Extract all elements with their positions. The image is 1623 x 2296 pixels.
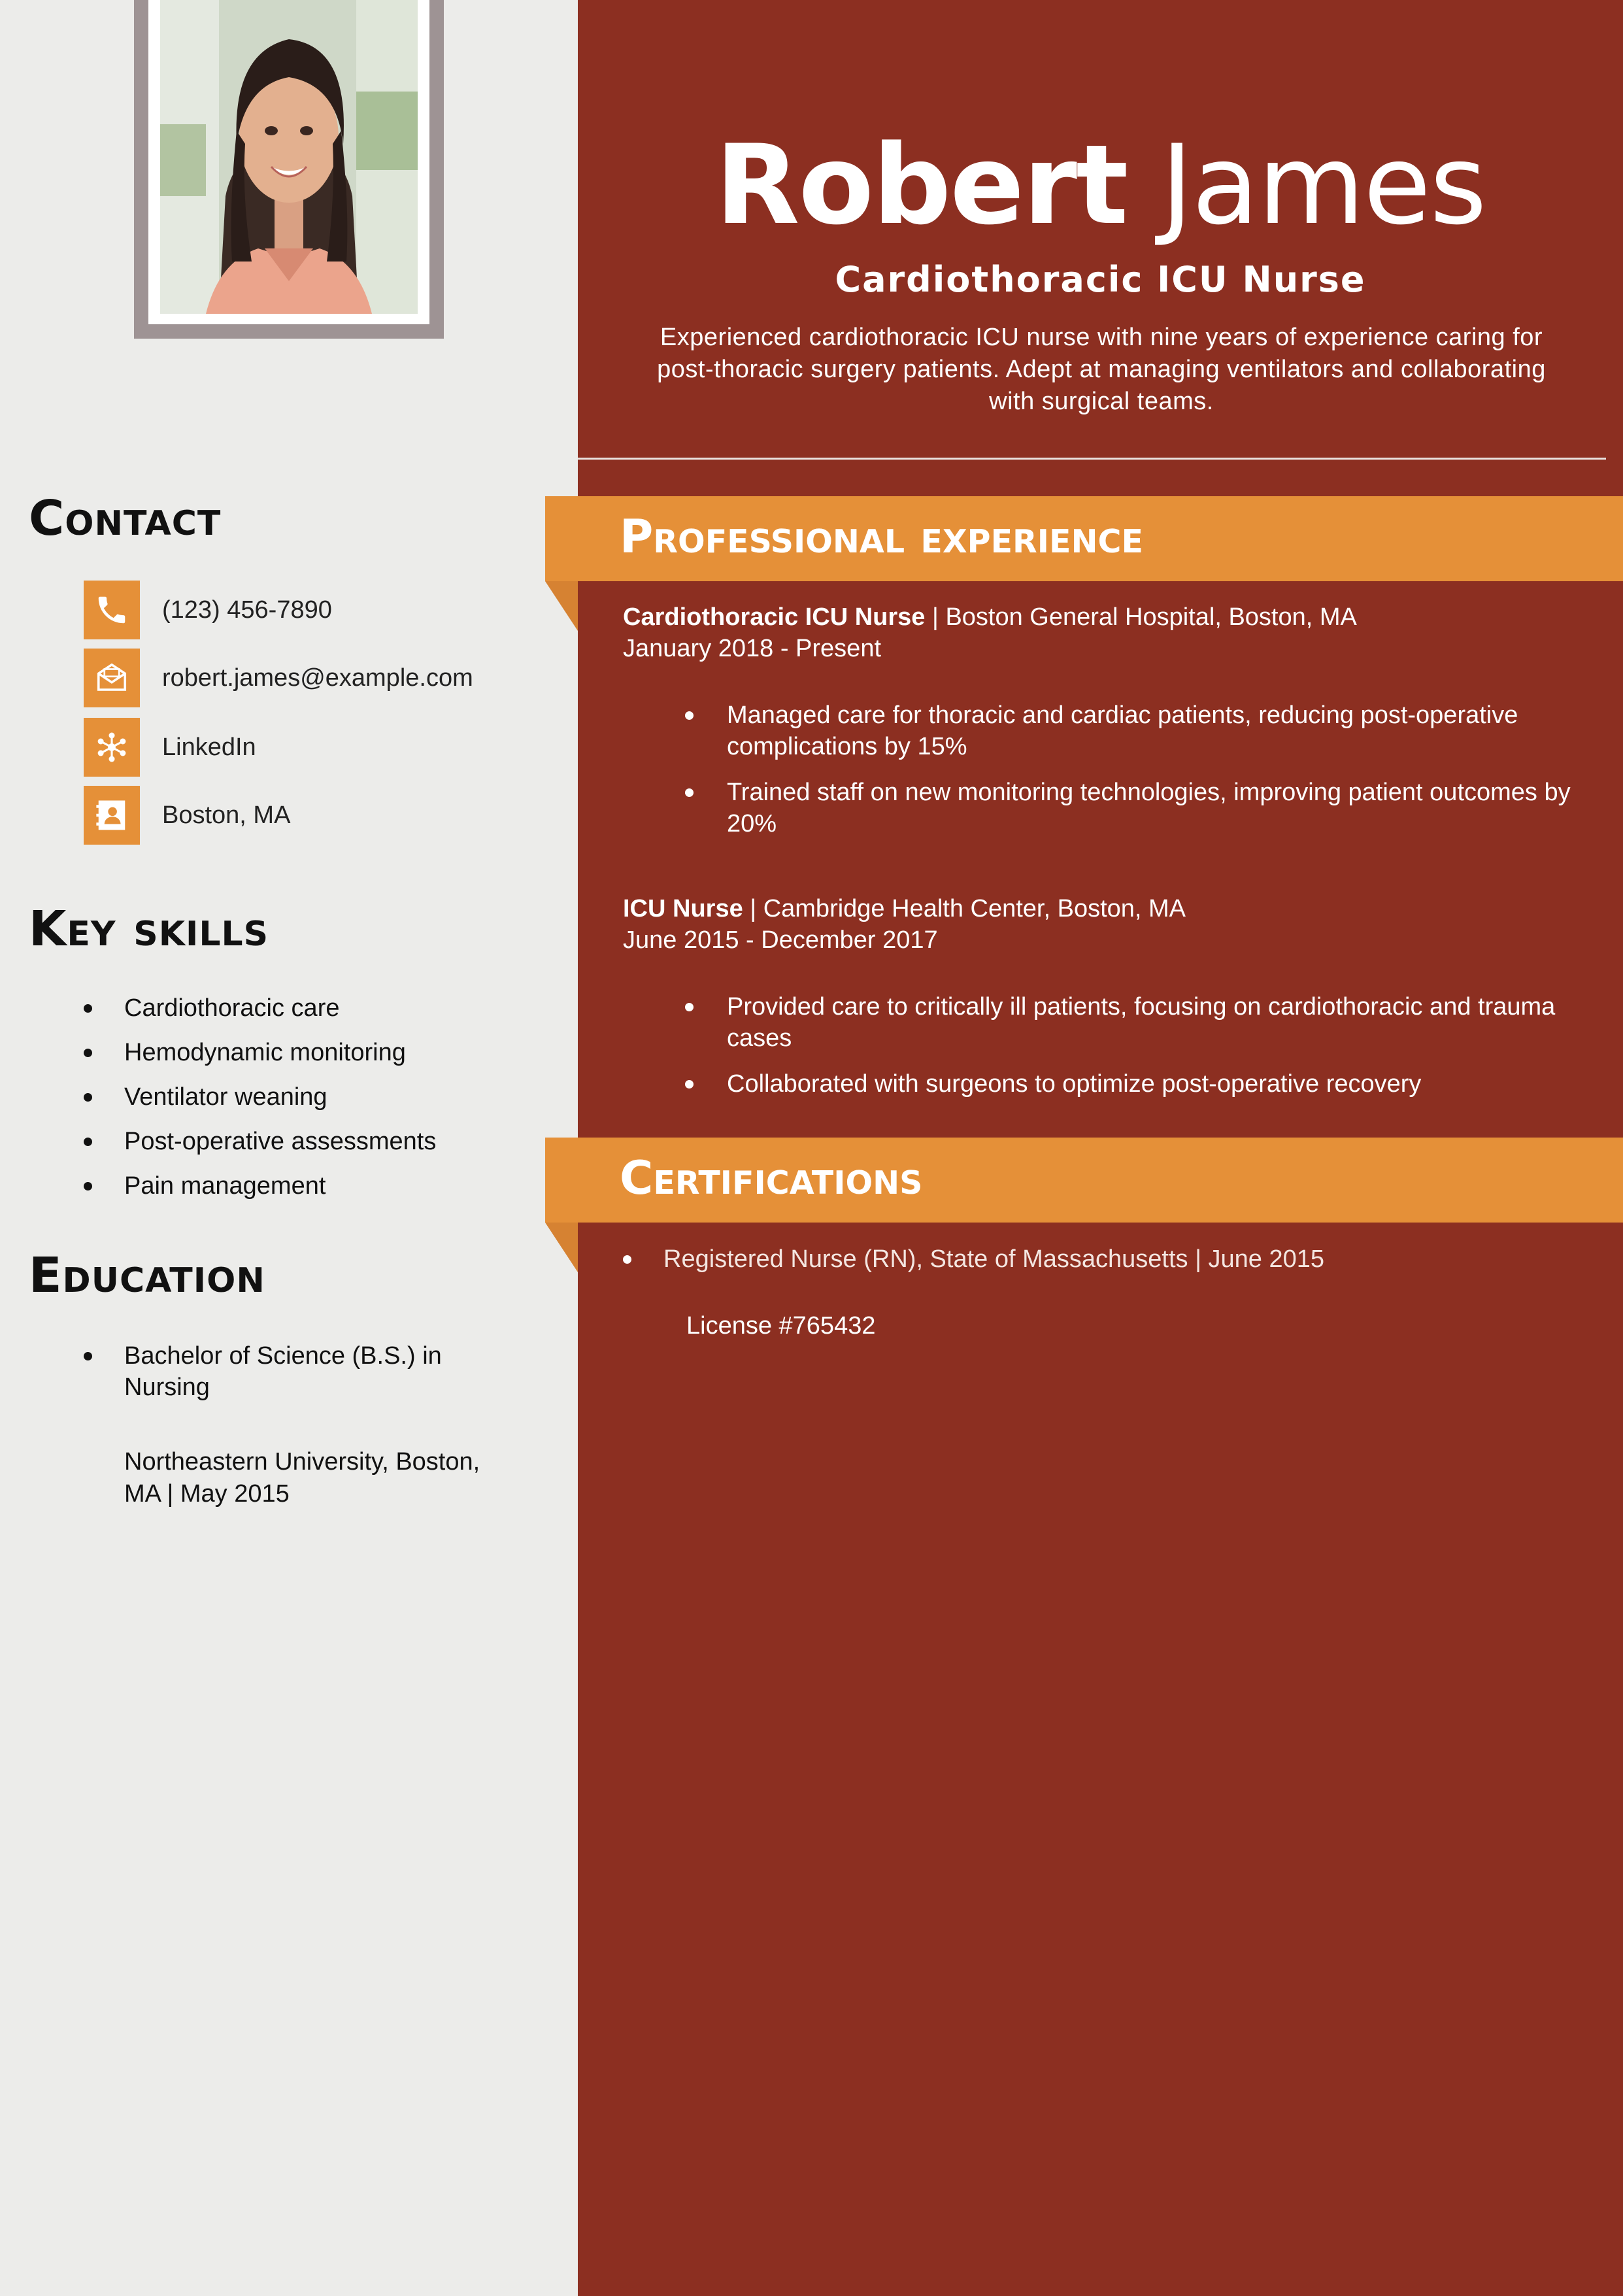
skill-item: Post-operative assessments <box>84 1126 541 1157</box>
education-degree: Bachelor of Science (B.S.) in Nursing <box>84 1340 502 1403</box>
job-1-bullets <box>685 700 1600 854</box>
summary: Experienced cardiothoracic ICU nurse with nine years of experience caring for post-thoracic surgery patients. Adept at managing ventilators and collaborating with surgical teams. <box>657 324 1546 415</box>
skills-heading: Key skills <box>29 901 269 957</box>
experience-banner-fold <box>545 581 578 631</box>
contact-email-text[interactable]: robert.james@example.com <box>162 664 473 692</box>
candidate-name <box>578 121 1623 249</box>
certification-item: Registered Nurse (RN), State of Massachusetts | June 2015 <box>623 1243 1324 1275</box>
profile-photo-frame <box>134 0 444 339</box>
email-icon <box>84 649 140 707</box>
certifications-heading: Certifications <box>620 1151 923 1205</box>
job-bullet: Provided care to critically ill patients, focusing on cardiothoracic and trauma cases <box>685 991 1600 1054</box>
education-list <box>84 1340 502 1403</box>
education-school: Northeastern University, Boston, MA | May 2015 <box>124 1448 480 1508</box>
job-2-title: ICU Nurse <box>623 895 743 922</box>
job-1-title: Cardiothoracic ICU Nurse <box>623 603 926 631</box>
profile-photo <box>160 0 418 314</box>
job-bullet: Managed care for thoracic and cardiac patients, reducing post-operative complications by 15% <box>685 700 1600 762</box>
contact-address-text: Boston, MA <box>162 801 291 829</box>
header-divider <box>578 458 1606 460</box>
portrait-image <box>160 0 418 314</box>
contact-phone-text[interactable]: (123) 456-7890 <box>162 596 332 624</box>
experience-heading: Professional experience <box>620 510 1143 564</box>
last-name: James <box>1160 121 1486 249</box>
phone-icon <box>84 581 140 639</box>
first-name: Robert <box>715 121 1128 249</box>
contact-address <box>84 786 290 845</box>
job-1-dates: January 2018 - Present <box>623 635 882 662</box>
network-icon <box>84 718 140 777</box>
job-2-bullets <box>685 991 1600 1114</box>
contact-heading: Contact <box>29 490 222 547</box>
job-title: Cardiothoracic ICU Nurse <box>835 259 1366 300</box>
job-bullet: Collaborated with surgeons to optimize post-operative recovery <box>685 1068 1600 1100</box>
contact-email <box>84 649 473 707</box>
job-2-dates: June 2015 - December 2017 <box>623 926 938 954</box>
contact-phone <box>84 581 332 639</box>
skill-item: Ventilator weaning <box>84 1081 541 1113</box>
address-card-icon <box>84 786 140 845</box>
education-heading: Education <box>29 1247 265 1304</box>
job-bullet: Trained staff on new monitoring technologies, improving patient outcomes by 20% <box>685 777 1600 839</box>
job-1-employer: | Boston General Hospital, Boston, MA <box>925 603 1357 631</box>
job-2-employer: | Cambridge Health Center, Boston, MA <box>743 895 1186 922</box>
job-2-header <box>623 893 1186 924</box>
contact-linkedin <box>84 718 256 777</box>
skills-list <box>84 992 541 1202</box>
skill-item: Pain management <box>84 1170 541 1202</box>
job-1-header <box>623 601 1357 633</box>
skill-item: Cardiothoracic care <box>84 992 541 1024</box>
certifications-banner-fold <box>545 1223 578 1272</box>
skill-item: Hemodynamic monitoring <box>84 1037 541 1068</box>
certification-license: License #765432 <box>686 1312 876 1340</box>
contact-linkedin-text[interactable]: LinkedIn <box>162 733 256 761</box>
